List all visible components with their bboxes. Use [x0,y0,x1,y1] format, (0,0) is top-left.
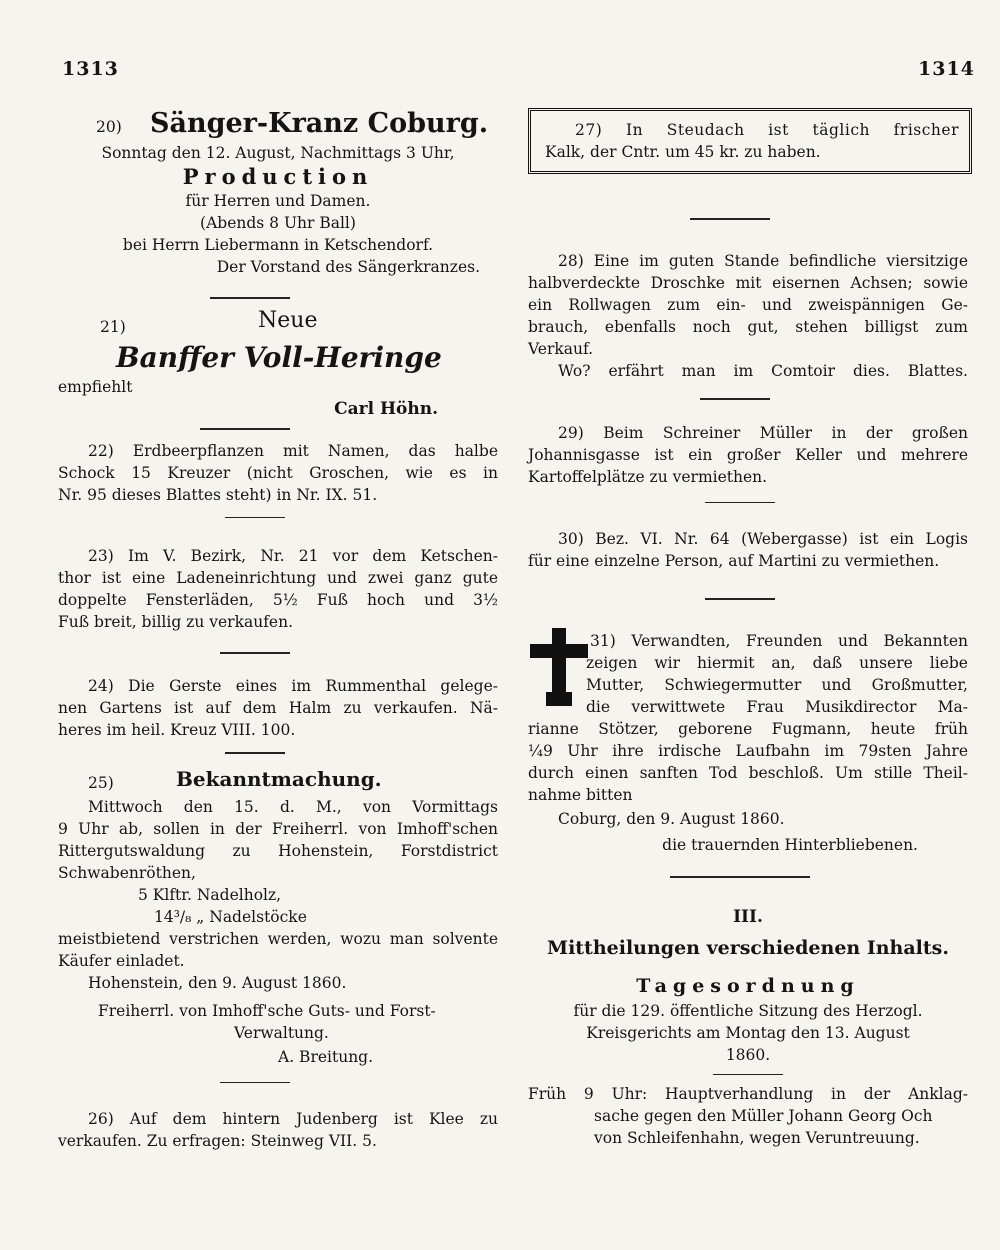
ad-27-box [528,108,972,174]
ad-20-title: Sänger-Kranz Coburg. [150,108,489,139]
ad-31-place-date: Coburg, den 9. August 1860. [558,810,785,828]
ad-21-empfiehlt: empfiehlt [58,378,133,396]
ad-23-line: thor ist eine Ladeneinrichtung und zwei ganz gute [58,569,498,587]
ad-29-line: 29) Beim Schreiner Müller in der großen [558,424,968,442]
ad-25-line: Käufer einladet. [58,952,185,970]
ad-23-line: 23) Im V. Bezirk, Nr. 21 vor dem Ketschen- [88,547,498,565]
ad-25-place-date: Hohenstein, den 9. August 1860. [88,974,347,992]
ad-24-line: nen Gartens ist auf dem Halm zu verkaufen. Nä- [58,699,498,717]
ad-20 [58,108,498,278]
ad-22-line: Schock 15 Kreuzer (nicht Groschen, wie es in [58,464,498,482]
ad-22-line: 22) Erdbeerpflanzen mit Namen, das halbe [88,442,498,460]
separator-rule [690,218,770,220]
ad-27-line: Kalk, der Cntr. um 45 kr. zu haben. [545,143,821,161]
separator-rule [700,398,770,400]
tagesordnung-item: sache gegen den Müller Johann Georg Och [594,1107,933,1125]
ad-29-line: Kartoffelplätze zu vermiethen. [528,468,768,486]
ad-29-line: Johannisgasse ist ein großer Keller und mehrere [528,446,968,464]
tagesordnung-item: von Schleifenhahn, wegen Veruntreuung. [594,1129,920,1147]
ad-23-line: Fuß breit, billig zu verkaufen. [58,613,294,631]
ad-31-line: rianne Stötzer, geborene Fugmann, heute früh [528,720,968,738]
section-3 [528,906,968,1149]
ad-26 [58,1108,498,1152]
ad-25-signature: Freiherrl. von Imhoff'sche Guts- und Forst- [98,1002,436,1020]
ad-20-production: Production [182,164,374,189]
ad-28-line: brauch, ebenfalls noch gut, stehen billigst zum [528,318,968,336]
ad-29 [528,422,968,488]
ad-31-line: durch einen sanften Tod beschloß. Um stille Theil- [528,764,968,782]
ad-31-line: Mutter, Schwiegermutter und Großmutter, [586,676,968,694]
ad-25 [58,768,498,1068]
ad-25-signature: Verwaltung. [234,1024,329,1042]
ad-30 [528,528,968,572]
ad-20-line: für Herren und Damen. [185,192,371,210]
ad-30-line: für eine einzelne Person, auf Martini zu vermiethen. [528,552,940,570]
ad-25-line: Mittwoch den 15. d. M., von Vormittags [88,798,498,816]
ad-30-line: 30) Bez. VI. Nr. 64 (Webergasse) ist ein Logis [558,530,968,548]
ad-26-line: verkaufen. Zu erfragen: Steinweg VII. 5. [58,1132,377,1150]
tagesordnung-line: Kreisgerichts am Montag den 13. August [586,1024,910,1042]
ad-20-signature: Der Vorstand des Sängerkranzes. [216,258,480,276]
separator-rule [220,1082,290,1083]
ad-28 [528,250,968,382]
section-3-title: Mittheilungen verschiedenen Inhalts. [547,937,949,959]
ad-23-line: doppelte Fensterläden, 5½ Fuß hoch und 3½ [58,591,498,609]
separator-rule [220,652,290,654]
ad-20-line: Sonntag den 12. August, Nachmittags 3 Uhr, [101,144,455,162]
ad-24-line: heres im heil. Kreuz VIII. 100. [58,721,296,739]
ad-25-line: Schwabenröthen, [58,864,196,882]
ad-22-line: Nr. 95 dieses Blattes steht) in Nr. IX. 51. [58,486,378,504]
ad-21-number: 21) [100,318,126,336]
ad-26-line: 26) Auf dem hintern Judenberg ist Klee zu [88,1110,498,1128]
ad-28-line: halbverdeckte Droschke mit eisernen Achsen; sowie [528,274,968,292]
ad-20-line: bei Herrn Liebermann in Ketschendorf. [122,236,434,254]
ad-21-name: Carl Höhn. [334,399,438,419]
ad-21-neue: Neue [258,308,318,333]
ad-25-line: meistbietend verstrichen werden, wozu man solvente [58,930,498,948]
separator-rule [670,876,810,878]
ad-25-number: 25) [88,774,114,792]
separator-rule [200,428,290,430]
tagesordnung-line: für die 129. öffentliche Sitzung des Herzogl. [573,1002,923,1020]
ad-31-line: nahme bitten [528,786,633,804]
page-number-right: 1314 [918,58,975,80]
ad-31-signature: die trauernden Hinterbliebenen. [662,836,918,854]
ad-21-title: Banffer Voll-Heringe [116,341,442,374]
tagesordnung-line: 1860. [725,1046,771,1064]
section-3-number: III. [733,907,763,927]
ad-20-number: 20) [96,118,122,136]
ad-28-line: Wo? erfährt man im Comtoir dies. Blattes. [558,362,968,380]
ad-31-line: zeigen wir hiermit an, daß unsere liebe [586,654,968,672]
ad-28-line: 28) Eine im guten Stande befindliche viersitzige [558,252,968,270]
ad-24 [58,675,498,741]
separator-rule [705,598,775,600]
ad-28-line: ein Rollwagen zum ein- und zweispännigen Ge- [528,296,968,314]
ad-25-line: 9 Uhr ab, sollen in der Freiherrl. von Imhoff'schen [58,820,498,838]
separator-rule [225,517,285,518]
ad-25-signature: A. Breitung. [278,1048,374,1066]
ad-20-line: (Abends 8 Uhr Ball) [200,214,356,232]
ad-22 [58,440,498,506]
ad-21 [58,310,498,420]
ad-24-line: 24) Die Gerste eines im Rummenthal gelege- [88,677,498,695]
ad-31-line: die verwittwete Frau Musikdirector Ma- [586,698,968,716]
ad-23 [58,545,498,633]
ad-25-title: Bekanntmachung. [176,767,382,791]
ad-31-line: 31) Verwandten, Freunden und Bekannten [590,632,968,650]
ad-31-line: ¼9 Uhr ihre irdische Laufbahn im 79sten Jahre [528,742,968,760]
ad-25-item: 5 Klftr. Nadelholz, [138,886,282,904]
ad-25-line: Rittergutswaldung zu Hohenstein, Forstdistrict [58,842,498,860]
tagesordnung-heading: Tagesordnung [636,975,860,997]
tagesordnung-item: Früh 9 Uhr: Hauptverhandlung in der Anklag- [528,1085,968,1103]
ad-27-line: 27) In Steudach ist täglich frischer [575,121,959,139]
ad-25-item: 14³/₈ „ Nadelstöcke [154,908,307,926]
ad-28-line: Verkauf. [528,340,594,358]
separator-rule [225,752,285,754]
separator-rule [713,1074,783,1075]
separator-rule [705,502,775,503]
page-number-left: 1313 [62,58,119,80]
ad-31 [528,630,968,856]
separator-rule [210,297,290,299]
